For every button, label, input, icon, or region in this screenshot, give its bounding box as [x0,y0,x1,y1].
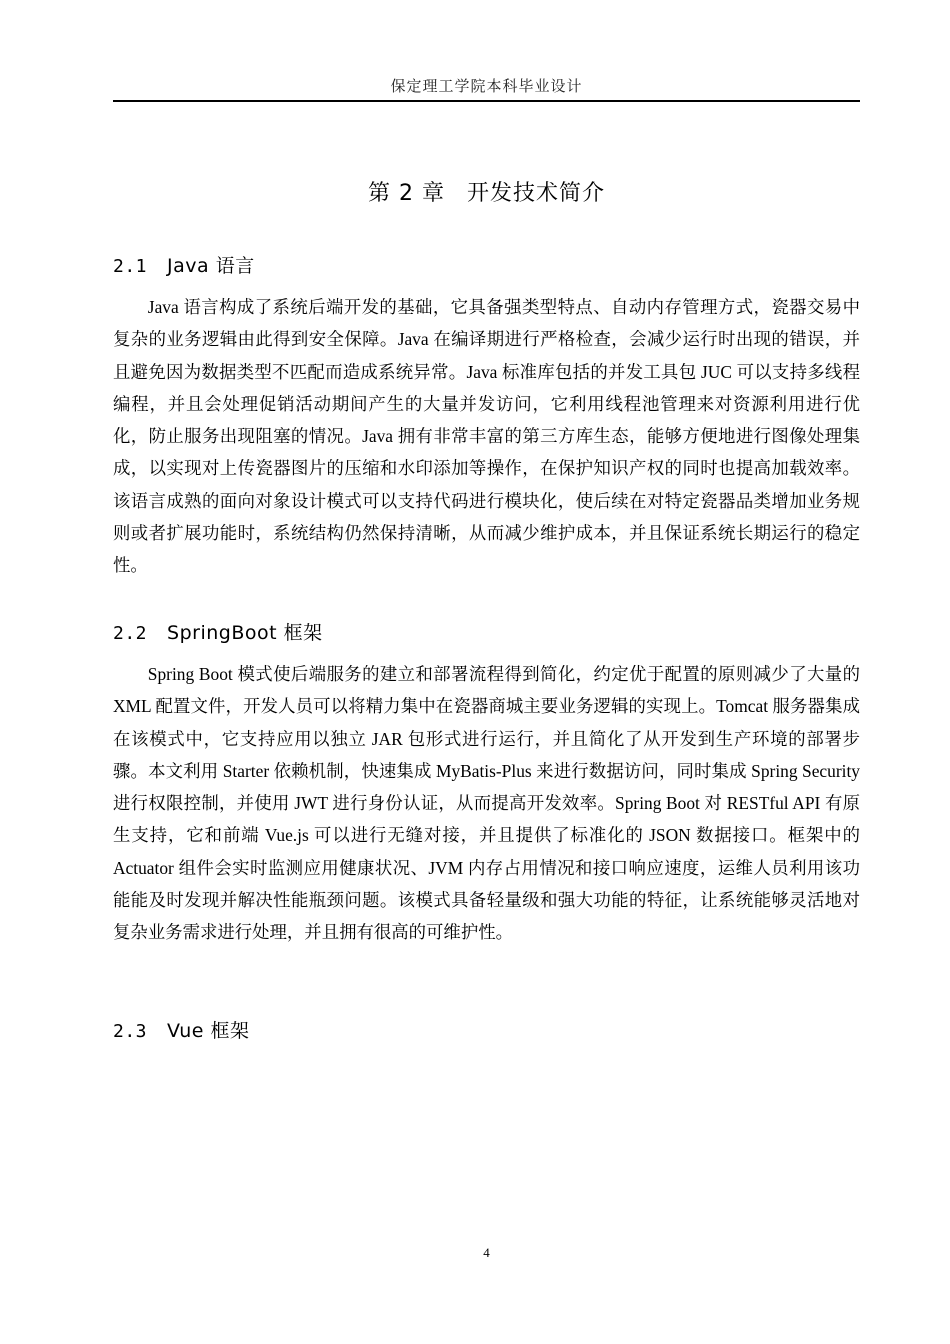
section-heading-2-3 [113,1017,860,1046]
header-rule [113,100,860,102]
section-number: 2.1 [113,256,148,277]
section-title: Vue 框架 [167,1020,250,1042]
section-heading-2-2 [113,619,860,648]
chapter-title [113,178,860,210]
running-header: 保定理工学院本科毕业设计 [390,77,583,95]
chapter-label: 第 2 章 [368,181,445,206]
section-heading-2-1 [113,252,860,281]
section-number: 2.3 [113,1021,148,1042]
chapter-name: 开发技术简介 [466,181,605,206]
page-number: 4 [483,1245,490,1260]
paragraph-springboot: Spring Boot 模式使后端服务的建立和部署流程得到简化，约定优于配置的原则减少了大量的 XML 配置文件，开发人员可以将精力集中在瓷器商城主要业务逻辑的实现上。Tomcat 服务器集成在该模式中，它支持应用以独立 JAR 包形式进行运行，并且简化了从开发到生产环境的部署步骤。本文利用 Starter 依赖机制，快速集成 MyBatis-Plus 来进行数据访问，同时集成 Spring Security 进行权限控制，并使用 JWT 进行身份认证，从而提高开发效率。Spring Boot 对 RESTful API 有原生支持，它和前端 Vue.js 可以进行无缝对接，并且提供了标准化的 JSON 数据接口。框架中的 Actuator 组件会实时监测应用健康状况、JVM 内存占用情况和接口响应速度，运维人员利用该功能能及时发现并解决性能瓶颈问题。该模式具备轻量级和强大功能的特征，让系统能够灵活地对复杂业务需求进行处理，并且拥有很高的可维护性。 [113,664,860,943]
section-title: Java 语言 [167,255,255,277]
paragraph-java: Java 语言构成了系统后端开发的基础，它具备强类型特点、自动内存管理方式，瓷器交易中复杂的业务逻辑由此得到安全保障。Java 在编译期进行严格检查，会减少运行时出现的错误，并且避免因为数据类型不匹配而造成系统异常。Java 标准库包括的并发工具包 JUC 可以支持多线程编程，并且会处理促销活动期间产生的大量并发访问，它利用线程池管理来对资源利用进行优化，防止服务出现阻塞的情况。Java 拥有非常丰富的第三方库生态，能够方便地进行图像处理集成，以实现对上传瓷器图片的压缩和水印添加等操作，在保护知识产权的同时也提高加载效率。该语言成熟的面向对象设计模式可以支持代码进行模块化，使后续在对特定瓷器品类增加业务规则或者扩展功能时，系统结构仍然保持清晰，从而减少维护成本，并且保证系统长期运行的稳定性。 [113,297,860,576]
section-title: SpringBoot 框架 [167,622,323,644]
section-number: 2.2 [113,623,148,644]
